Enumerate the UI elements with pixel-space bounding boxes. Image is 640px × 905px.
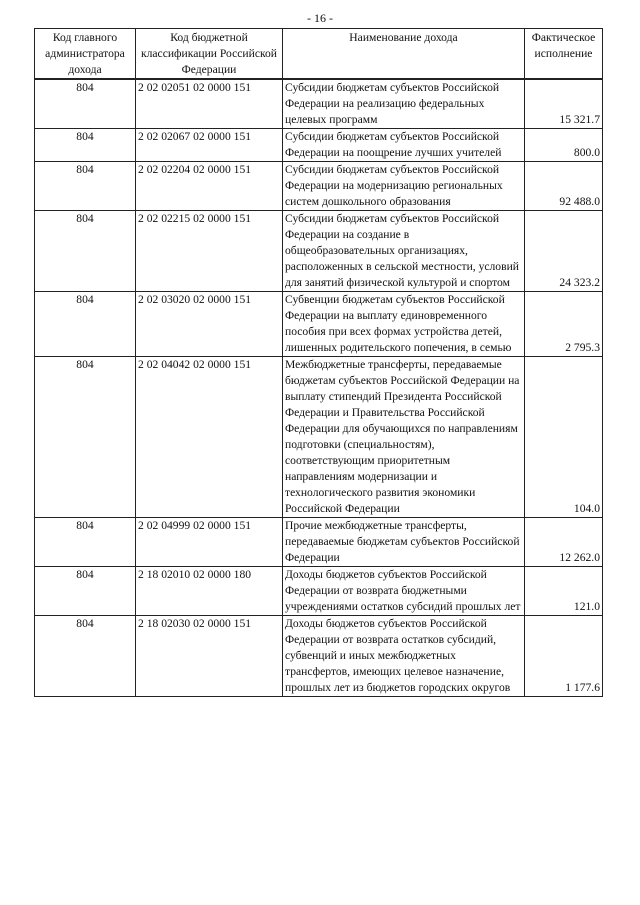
income-name-cell: Доходы бюджетов субъектов Российской Федерации от возврата остатков субсидий, субвенций и иных межбюджетных трансфертов, имеющих целевое назначение, прошлых лет из бюджетов городских округов: [283, 616, 525, 697]
budget-code-cell: 2 02 02051 02 0000 151: [136, 79, 283, 129]
table-row: [35, 211, 603, 292]
budget-code-cell: 2 02 03020 02 0000 151: [136, 292, 283, 357]
income-name-cell: Субсидии бюджетам субъектов Российской Федерации на модернизацию региональных систем дошкольного образования: [283, 162, 525, 211]
admin-code-cell: 804: [35, 518, 136, 567]
admin-code-cell: 804: [35, 357, 136, 518]
table-row: [35, 518, 603, 567]
header-actual: Фактическое исполнение: [525, 29, 603, 80]
table-row: [35, 357, 603, 518]
header-admin-code: Код главного администратора дохода: [35, 29, 136, 80]
table-row: [35, 292, 603, 357]
budget-code-cell: 2 02 04999 02 0000 151: [136, 518, 283, 567]
budget-code-cell: 2 02 02215 02 0000 151: [136, 211, 283, 292]
income-name-cell: Межбюджетные трансферты, передаваемые бюджетам субъектов Российской Федерации на выплату стипендий Президента Российской Федерации и Правительства Российской Федерации для обучающихся по направлениям подготовки (специальностям), соответствующим приоритетным направлениям модернизации и технологического развития экономики Российской Федерации: [283, 357, 525, 518]
table-row: [35, 162, 603, 211]
amount-cell: 24 323.2: [525, 211, 603, 292]
admin-code-cell: 804: [35, 211, 136, 292]
table-row: [35, 129, 603, 162]
header-budget-code: Код бюджетной классификации Российской Федерации: [136, 29, 283, 80]
admin-code-cell: 804: [35, 616, 136, 697]
admin-code-cell: 804: [35, 129, 136, 162]
budget-code-cell: 2 02 02067 02 0000 151: [136, 129, 283, 162]
income-table: [34, 28, 603, 697]
admin-code-cell: 804: [35, 292, 136, 357]
amount-cell: 12 262.0: [525, 518, 603, 567]
header-income-name: Наименование дохода: [283, 29, 525, 80]
admin-code-cell: 804: [35, 79, 136, 129]
amount-cell: 121.0: [525, 567, 603, 616]
budget-code-cell: 2 18 02010 02 0000 180: [136, 567, 283, 616]
income-name-cell: Субвенции бюджетам субъектов Российской Федерации на выплату единовременного пособия при всех формах устройства детей, лишенных родительского попечения, в семью: [283, 292, 525, 357]
table-row: [35, 616, 603, 697]
page-number: - 16 -: [307, 11, 333, 25]
income-name-cell: Субсидии бюджетам субъектов Российской Федерации на поощрение лучших учителей: [283, 129, 525, 162]
amount-cell: 2 795.3: [525, 292, 603, 357]
income-name-cell: Доходы бюджетов субъектов Российской Федерации от возврата бюджетными учреждениями остатков субсидий прошлых лет: [283, 567, 525, 616]
amount-cell: 1 177.6: [525, 616, 603, 697]
budget-code-cell: 2 02 04042 02 0000 151: [136, 357, 283, 518]
table-row: [35, 567, 603, 616]
table-row: [35, 79, 603, 129]
budget-code-cell: 2 18 02030 02 0000 151: [136, 616, 283, 697]
budget-code-cell: 2 02 02204 02 0000 151: [136, 162, 283, 211]
admin-code-cell: 804: [35, 162, 136, 211]
amount-cell: 15 321.7: [525, 79, 603, 129]
income-name-cell: Субсидии бюджетам субъектов Российской Федерации на создание в общеобразовательных организациях, расположенных в сельской местности, условий для занятий физической культурой и спортом: [283, 211, 525, 292]
amount-cell: 800.0: [525, 129, 603, 162]
amount-cell: 92 488.0: [525, 162, 603, 211]
income-name-cell: Субсидии бюджетам субъектов Российской Федерации на реализацию федеральных целевых программ: [283, 79, 525, 129]
income-name-cell: Прочие межбюджетные трансферты, передаваемые бюджетам субъектов Российской Федерации: [283, 518, 525, 567]
admin-code-cell: 804: [35, 567, 136, 616]
amount-cell: 104.0: [525, 357, 603, 518]
table-header-row: [35, 29, 603, 80]
